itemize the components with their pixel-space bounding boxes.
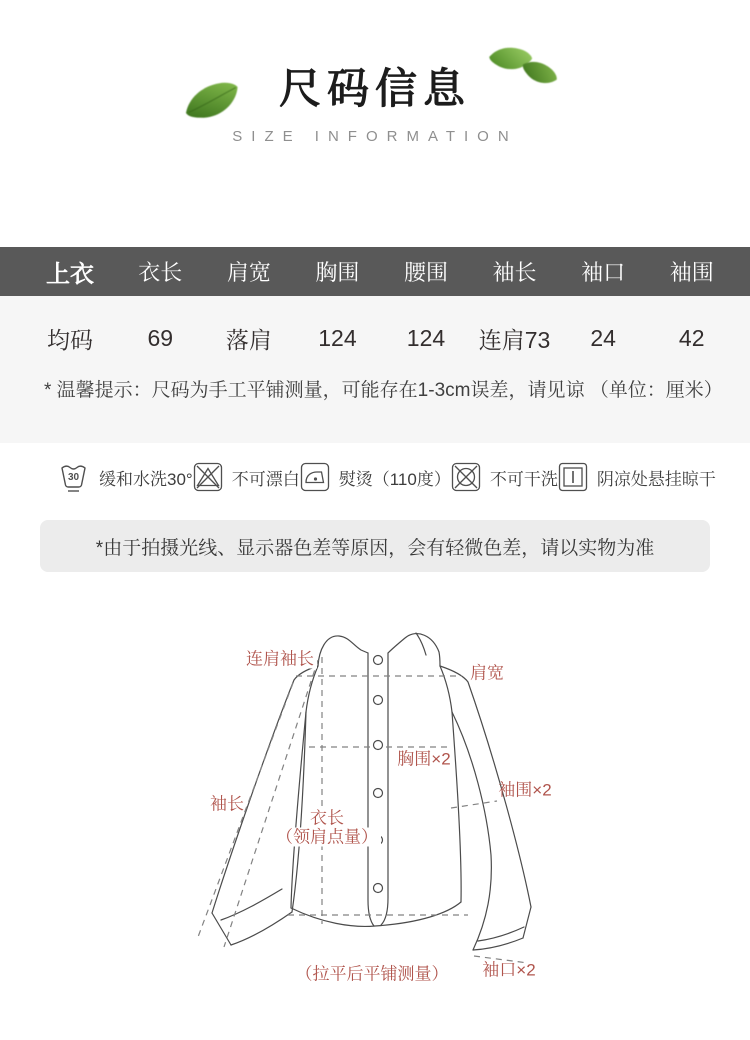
column-header: 肩宽 (226, 260, 271, 285)
care-label: 不可干洗 (489, 469, 558, 489)
column-header: 袖围 (669, 260, 714, 285)
iron-110-icon (300, 462, 330, 492)
garment-length-label: 衣长 (307, 809, 347, 828)
page-title: 尺码信息 (278, 67, 471, 113)
measure-tip: * 温馨提示：尺码为手工平铺测量，可能存在1-3cm误差，请见谅 （单位：厘米） (44, 380, 723, 401)
cuff-label: 袖口×2 (482, 960, 536, 980)
sleeve-length-label: 袖长 (210, 794, 244, 814)
no-dryclean-icon (451, 462, 481, 492)
size-cell: 落肩 (225, 326, 272, 353)
care-item (558, 462, 716, 492)
care-instructions-row (0, 455, 750, 499)
page-subtitle: SIZE INFORMATION (232, 128, 518, 145)
size-cell: 69 (147, 324, 174, 351)
size-cell: 连肩73 (478, 326, 551, 353)
sleeve-circumference-label: 袖围×2 (498, 780, 552, 800)
care-label: 缓和水洗30° (99, 469, 193, 489)
title-block (0, 56, 750, 145)
size-cell: 124 (318, 324, 357, 351)
color-notice-bar (40, 520, 710, 572)
garment-length-note: （领肩点量） (273, 828, 381, 847)
size-cell: 均码 (47, 326, 93, 353)
column-header: 衣长 (138, 260, 183, 285)
chest-label: 胸围×2 (394, 750, 453, 769)
care-item (60, 461, 193, 493)
jacket-measurement-diagram (0, 600, 750, 1020)
column-header: 腰围 (403, 260, 448, 285)
size-cell: 42 (678, 324, 705, 351)
care-label: 阴凉处悬挂晾干 (596, 469, 716, 489)
svg-text:30: 30 (67, 472, 80, 483)
care-item (193, 462, 300, 492)
size-table-header (0, 247, 750, 296)
care-item (451, 462, 558, 492)
size-table-body (0, 296, 750, 443)
flat-measure-note: （拉平后平铺测量） (295, 964, 449, 984)
no-bleach-icon (193, 462, 223, 492)
table-row (0, 296, 750, 380)
hang-dry-shade-icon (558, 462, 588, 492)
care-item (300, 462, 451, 492)
shoulder-width-label: 肩宽 (470, 663, 504, 683)
column-header: 袖口 (581, 260, 626, 285)
jacket-line-art (0, 600, 750, 1020)
wash-30-icon (60, 461, 90, 493)
care-label: 不可漂白 (231, 469, 300, 489)
column-header: 袖长 (492, 260, 537, 285)
care-label: 熨烫（110度） (338, 469, 451, 489)
column-header: 上衣 (46, 261, 94, 288)
column-header: 胸围 (315, 260, 360, 285)
size-cell: 24 (590, 324, 616, 351)
color-notice-text: *由于拍摄光线、显示器色差等原因，会有轻微色差，请以实物为准 (95, 537, 655, 559)
raglan-sleeve-label: 连肩袖长 (243, 650, 317, 669)
size-cell: 124 (406, 324, 446, 351)
